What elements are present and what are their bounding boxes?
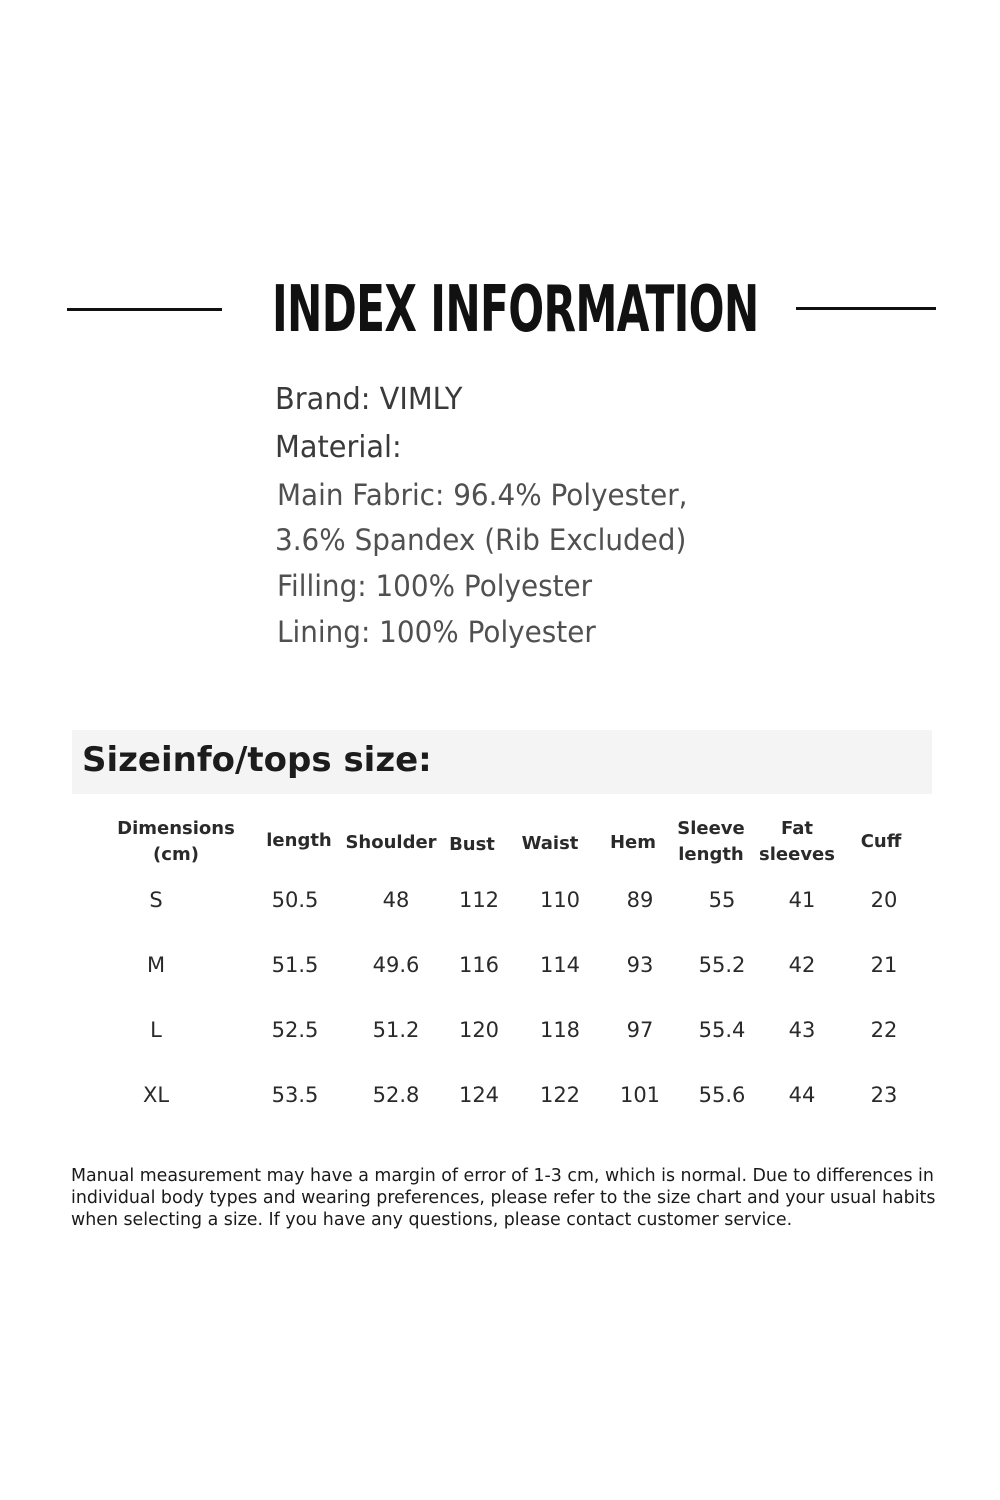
table-cell: 22: [870, 1018, 898, 1042]
column-header-length: length: [266, 830, 332, 851]
table-row: [0, 1075, 1000, 1115]
table-cell: 114: [539, 953, 581, 977]
column-header-shoulder: Shoulder: [345, 832, 437, 853]
main-fabric-line-1: Main Fabric: 96.4% Polyester,: [277, 478, 688, 512]
table-cell: 51.2: [372, 1018, 420, 1042]
table-cell: 42: [788, 953, 816, 977]
table-cell: 89: [626, 888, 654, 912]
table-cell: 48: [382, 888, 410, 912]
table-cell: 55.6: [698, 1083, 746, 1107]
table-cell: 49.6: [372, 953, 420, 977]
table-cell: 21: [870, 953, 898, 977]
table-cell: 55.4: [698, 1018, 746, 1042]
table-cell: 118: [539, 1018, 581, 1042]
size-label: XL: [142, 1083, 170, 1107]
table-cell: 41: [788, 888, 816, 912]
table-cell: 44: [788, 1083, 816, 1107]
column-header-hem: Hem: [609, 832, 657, 853]
table-cell: 50.5: [271, 888, 319, 912]
table-cell: 20: [870, 888, 898, 912]
table-cell: 23: [870, 1083, 898, 1107]
table-row: [0, 945, 1000, 985]
table-cell: 112: [458, 888, 500, 912]
column-header-bust: Bust: [449, 834, 495, 855]
size-label: M: [146, 953, 166, 977]
size-table-heading: Sizeinfo/tops size:: [82, 740, 432, 780]
table-cell: 55.2: [698, 953, 746, 977]
lining-line: Lining: 100% Polyester: [277, 615, 596, 649]
table-cell: 55: [708, 888, 736, 912]
table-cell: 120: [458, 1018, 500, 1042]
column-header-dimensions: Dimensions (cm): [117, 818, 235, 865]
table-cell: 101: [619, 1083, 661, 1107]
column-header-fat-sleeves: Fat sleeves: [759, 818, 835, 865]
table-cell: 52.5: [271, 1018, 319, 1042]
table-cell: 43: [788, 1018, 816, 1042]
table-cell: 53.5: [271, 1083, 319, 1107]
table-cell: 93: [626, 953, 654, 977]
table-cell: 122: [539, 1083, 581, 1107]
main-fabric-line-2: 3.6% Spandex (Rib Excluded): [275, 523, 687, 557]
table-cell: 51.5: [271, 953, 319, 977]
table-cell: 97: [626, 1018, 654, 1042]
measurement-note: Manual measurement may have a margin of error of 1-3 cm, which is normal. Due to differences in individual body types and wearing preferences, please refer to the size chart and your usual habits when selecting a size. If you have any questions, please contact customer service.: [71, 1166, 936, 1230]
title-rule-right: [796, 307, 936, 310]
table-cell: 124: [458, 1083, 500, 1107]
table-row: [0, 880, 1000, 920]
column-header-cuff: Cuff: [860, 831, 902, 852]
title-rule-left: [67, 308, 222, 311]
table-cell: 52.8: [372, 1083, 420, 1107]
filling-line: Filling: 100% Polyester: [277, 569, 593, 603]
size-label: S: [149, 888, 163, 912]
column-header-waist: Waist: [521, 833, 579, 854]
table-row: [0, 1010, 1000, 1050]
column-header-sleeve-length: Sleeve length: [677, 818, 745, 865]
page-title: INDEX INFORMATION: [272, 273, 759, 347]
brand-line: Brand: VIMLY: [275, 382, 463, 417]
table-cell: 110: [539, 888, 581, 912]
material-label: Material:: [275, 430, 402, 465]
table-cell: 116: [458, 953, 500, 977]
size-label: L: [150, 1018, 162, 1042]
